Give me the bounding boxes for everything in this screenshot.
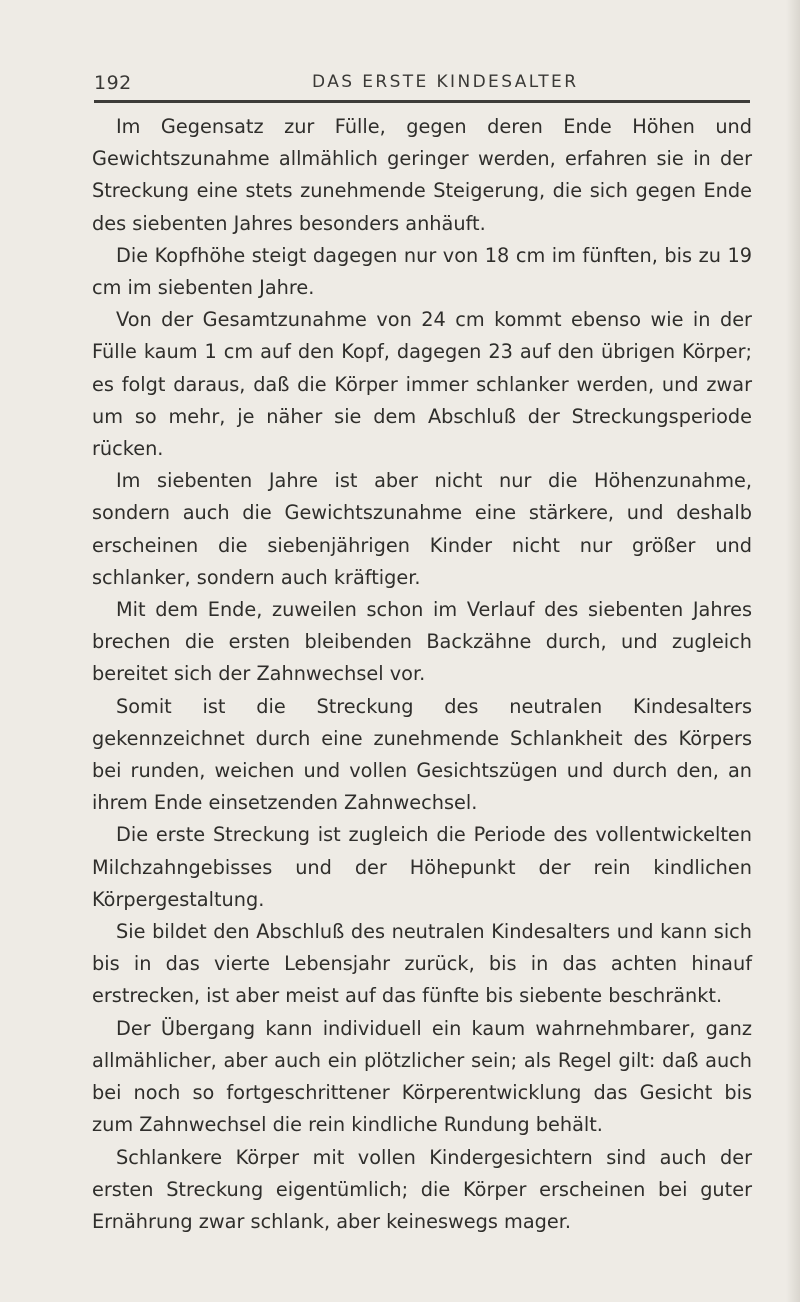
paragraph-6: Somit ist die Streckung des neutralen Kindesalters gekennzeichnet durch eine zunehmende Schlankheit des Körpers bei runden, weichen und vollen Gesichtszügen und durch den, an ihrem Ende einsetzenden Zahnwechsel. bbox=[92, 694, 752, 815]
page-header bbox=[94, 64, 754, 104]
page-number: 192 bbox=[94, 72, 132, 94]
paragraph-8: Sie bildet den Abschluß des neutralen Kindesalters und kann sich bis in das vierte Lebensjahr zurück, bis in das achten hinauf erstrecken, ist aber meist auf das fünfte bis siebente beschränkt. bbox=[92, 920, 752, 1008]
body-text bbox=[92, 111, 752, 1238]
paragraph-3: Von der Gesamtzunahme von 24 cm kommt ebenso wie in der Fülle kaum 1 cm auf den Kopf, dagegen 23 auf den übrigen Körper; es folgt daraus, daß die Körper immer schlanker werden, und zwar um so mehr, je näher sie dem Abschluß der Streckungsperiode rücken. bbox=[92, 308, 752, 461]
header-rule bbox=[94, 100, 750, 103]
running-head: DAS ERSTE KINDESALTER bbox=[312, 72, 579, 92]
paragraph-4: Im siebenten Jahre ist aber nicht nur die Höhenzunahme, sondern auch die Gewichtszunahme eine stärkere, und deshalb erscheinen die siebenjährigen Kinder nicht nur größer und schlanker, sondern auch kräftiger. bbox=[92, 469, 752, 589]
paragraph-5: Mit dem Ende, zuweilen schon im Verlauf des siebenten Jahres brechen die ersten bleibenden Backzähne durch, und zugleich bereitet sich der Zahnwechsel vor. bbox=[92, 598, 752, 686]
paragraph-2: Die Kopfhöhe steigt dagegen nur von 18 cm im fünften, bis zu 19 cm im siebenten Jahre. bbox=[92, 243, 752, 300]
paragraph-7: Die erste Streckung ist zugleich die Periode des vollentwickelten Milchzahngebisses und der Höhepunkt der rein kindlichen Körpergestaltung. bbox=[92, 823, 752, 911]
page-edge-shadow bbox=[786, 0, 800, 1302]
paragraph-1: Im Gegensatz zur Fülle, gegen deren Ende Höhen und Gewichtszunahme allmählich geringer werden, erfahren sie in der Streckung eine stets zunehmende Steigerung, die sich gegen Ende des siebenten Jahres besonders anhäuft. bbox=[92, 115, 752, 235]
paragraph-10: Schlankere Körper mit vollen Kindergesichtern sind auch der ersten Streckung eigentümlich; die Körper erscheinen bei guter Ernährung zwar schlank, aber keineswegs mager. bbox=[92, 1145, 752, 1233]
paragraph-9: Der Übergang kann individuell ein kaum wahrnehmbarer, ganz allmählicher, aber auch ein plötzlicher sein; als Regel gilt: daß auch bei noch so fortgeschrittener Körperentwicklung das Gesicht bis zum Zahnwechsel die rein kindliche Rundung behält. bbox=[92, 1016, 752, 1137]
